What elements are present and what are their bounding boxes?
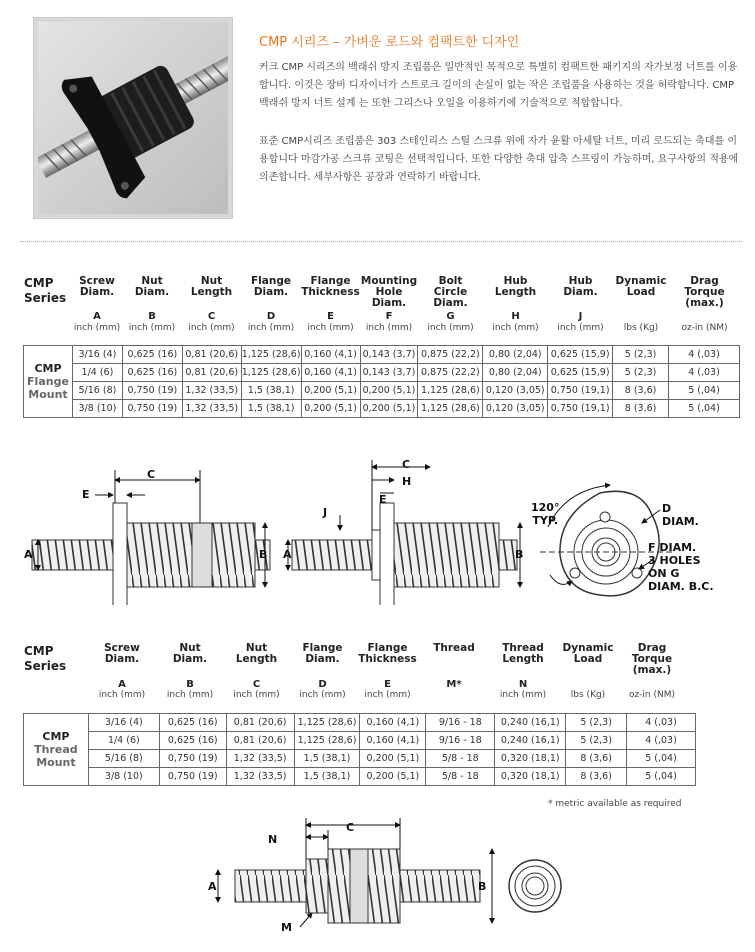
- flange-spec-table: [23, 345, 740, 418]
- column-header-line: (max.): [632, 664, 672, 676]
- table-cell: 9/16 - 18: [426, 714, 495, 732]
- dim-label-a-thread: A: [208, 880, 217, 893]
- thread-mount-drawings: [200, 815, 580, 945]
- table-cell: 5/16 (8): [72, 382, 122, 400]
- table-cell: 1,5 (38,1): [294, 768, 360, 786]
- column-header-line: Dynamic: [562, 642, 614, 654]
- column-header-line: Flange: [310, 275, 351, 287]
- column-unit: inch (mm): [128, 323, 176, 333]
- angle-typ: TYP.: [532, 514, 559, 527]
- table-cell: 3/16 (4): [72, 346, 122, 364]
- table-cell: 4 (,03): [627, 714, 696, 732]
- column-unit: inch (mm): [364, 690, 411, 700]
- mounting-hole-label: [648, 541, 714, 593]
- mounting-hole-line1: F DIAM.: [648, 541, 697, 554]
- thread-side-view: [218, 818, 492, 927]
- row-group-label-line: Flange: [27, 375, 69, 388]
- column-unit: inch (mm): [166, 690, 214, 700]
- column-unit: inch (mm): [98, 690, 146, 700]
- table-cell: 1,125 (28,6): [294, 732, 360, 750]
- table-row: [24, 768, 696, 786]
- column-unit: inch (mm): [427, 323, 474, 333]
- thread-front-view: [509, 860, 561, 912]
- column-header: [355, 643, 420, 665]
- column-unit: oz-in (NM): [681, 323, 728, 333]
- column-unit: inch (mm): [188, 323, 235, 333]
- column-unit: inch (mm): [499, 690, 547, 700]
- dim-label-b-thread: B: [478, 880, 487, 893]
- table-cell: 1,125 (28,6): [418, 382, 483, 400]
- table-cell: 1/4 (6): [88, 732, 159, 750]
- mounting-hole-line3: ON G: [648, 567, 680, 580]
- table-cell: 0,200 (5,1): [301, 400, 360, 418]
- column-header-line: Nut: [141, 275, 163, 287]
- table-cell: 4 (,03): [669, 346, 740, 364]
- table-cell: 0,160 (4,1): [301, 364, 360, 382]
- table-cell: 5/16 (8): [88, 750, 159, 768]
- column-unit: inch (mm): [307, 323, 354, 333]
- column-unit: lbs (Kg): [570, 690, 606, 700]
- dim-label-h: H: [402, 475, 412, 488]
- column-letter: A: [93, 311, 101, 322]
- column-letter: F: [385, 311, 393, 322]
- row-group-label-line: CMP: [42, 730, 70, 743]
- table-cell: 0,320 (18,1): [495, 768, 566, 786]
- column-header-line: Torque: [684, 286, 725, 298]
- dim-label-j: J: [323, 506, 328, 519]
- table-cell: 0,200 (5,1): [360, 400, 418, 418]
- column-header-line: Thickness: [301, 286, 360, 298]
- dim-label-b-hub: B: [515, 548, 524, 561]
- thread-series-label: [24, 644, 66, 674]
- column-header: [241, 276, 301, 298]
- column-header: [157, 643, 223, 665]
- column-header: [122, 276, 182, 298]
- dim-label-n: N: [268, 833, 278, 846]
- table-cell: 5 (2,3): [566, 732, 627, 750]
- column-header-line: (max.): [685, 297, 724, 309]
- column-header: [420, 643, 488, 654]
- column-header-line: Thread: [433, 642, 475, 654]
- table-cell: 1,32 (33,5): [226, 750, 294, 768]
- column-header-line: Nut: [245, 642, 268, 654]
- column-header: [488, 643, 558, 665]
- column-unit: oz-in (NM): [628, 690, 676, 700]
- column-header: [613, 276, 669, 298]
- table-cell: 5/8 - 18: [426, 768, 495, 786]
- dim-label-c: C: [147, 468, 156, 481]
- table-row: [24, 364, 740, 382]
- column-header-line: Diam.: [305, 653, 340, 665]
- angle-label: [531, 501, 559, 527]
- column-header-line: Hub: [568, 275, 593, 287]
- table-cell: 0,200 (5,1): [360, 768, 426, 786]
- column-header-line: Flange: [251, 275, 291, 287]
- column-header-line: Bolt: [438, 275, 463, 287]
- column-header-line: Hole: [375, 286, 403, 298]
- table-cell: 0,625 (15,9): [548, 364, 613, 382]
- table-cell: 5 (,04): [627, 768, 696, 786]
- table-cell: 0,160 (4,1): [301, 346, 360, 364]
- table-cell: 5 (2,3): [613, 346, 669, 364]
- thread-series-line2: Series: [24, 659, 67, 673]
- table-cell: 1,125 (28,6): [294, 714, 360, 732]
- table-cell: 1,32 (33,5): [182, 400, 241, 418]
- column-letter: B: [186, 679, 194, 690]
- column-header: [72, 276, 122, 298]
- dim-label-c-hub: C: [402, 458, 411, 471]
- metric-footnote: * metric available as required: [548, 799, 682, 809]
- table-cell: 1,125 (28,6): [241, 364, 301, 382]
- table-row: [24, 382, 740, 400]
- column-unit: inch (mm): [247, 323, 295, 333]
- table-cell: 1/4 (6): [72, 364, 122, 382]
- mounting-hole-line4: DIAM. B.C.: [648, 580, 714, 593]
- column-header: [548, 276, 613, 298]
- table-cell: 5 (2,3): [566, 714, 627, 732]
- column-header-line: Dynamic: [615, 275, 667, 287]
- table-cell: 1,32 (33,5): [226, 768, 294, 786]
- page-title: CMP 시리즈 – 가벼운 로드와 컴팩트한 디자인: [259, 35, 520, 50]
- column-header: [223, 643, 290, 665]
- row-group-label: [24, 346, 73, 418]
- table-row: [24, 346, 740, 364]
- table-row: [24, 750, 696, 768]
- flange-mount-drawings: [20, 455, 745, 605]
- table-cell: 0,625 (16): [122, 364, 182, 382]
- dim-label-e: E: [82, 488, 90, 501]
- column-unit: inch (mm): [233, 690, 280, 700]
- table-cell: 0,81 (20,6): [226, 714, 294, 732]
- table-cell: 3/8 (10): [88, 768, 159, 786]
- table-row: [24, 400, 740, 418]
- column-letter: C: [207, 311, 216, 322]
- table-cell: 0,80 (2,04): [483, 346, 548, 364]
- table-cell: 0,750 (19,1): [548, 382, 613, 400]
- column-unit: inch (mm): [73, 323, 121, 333]
- column-header: [87, 643, 157, 665]
- table-row: [24, 732, 696, 750]
- column-header-line: Diam.: [253, 286, 289, 298]
- table-cell: 1,5 (38,1): [241, 382, 301, 400]
- column-header-line: Diam.: [433, 297, 468, 309]
- column-letter: N: [518, 679, 528, 690]
- dim-label-b: B: [259, 548, 268, 561]
- row-group-label-line: Mount: [28, 388, 68, 401]
- intro-paragraph: 커크 CMP 시리즈의 백래쉬 방지 조립품은 일반적인 목적으로 특별히 컴팩트한 패키지의 자가보정 너트를 이용합니다. 이것은 장비 디자이너가 스트로크 길이의 손실이 없는 작은 조립품을 사용하는 것을 허락합니다. CMP 백래쉬 방지 너트 설계 는 또한 그리스나 오일을 이용하기에 기술적으로 적합합니다.: [259, 62, 738, 109]
- table-cell: 8 (3,6): [566, 750, 627, 768]
- table-cell: 3/8 (10): [72, 400, 122, 418]
- dim-label-c-thread: C: [346, 821, 355, 834]
- column-header-line: Nut: [200, 275, 223, 287]
- table-cell: 0,240 (16,1): [495, 732, 566, 750]
- column-letter: E: [327, 311, 334, 322]
- thread-series-line1: CMP: [24, 644, 54, 658]
- detail-paragraph: 표준 CMP시리즈 조립품은 303 스테인리스 스틸 스크류 위에 자가 윤활 아세탈 너트, 미리 로드되는 축대를 이용합니다 마감가공 스크류 코팅은 선택적입니다. 또한 다양한 축대 압축 스프링이 가능하며, 요구사항의 적용에 의존합니다. 세부사항은 공장과 연락하기 바랍니다.: [259, 136, 739, 183]
- column-unit: inch (mm): [299, 690, 346, 700]
- flange-side-view: [32, 470, 270, 605]
- table-cell: 0,143 (3,7): [360, 346, 418, 364]
- column-header-line: Diam.: [134, 286, 170, 298]
- column-header-line: Circle: [433, 286, 468, 298]
- table-cell: 5 (,04): [627, 750, 696, 768]
- table-cell: 0,750 (19): [159, 750, 226, 768]
- row-group-label-line: Mount: [36, 756, 76, 769]
- column-letter: E: [384, 679, 391, 690]
- column-letter: M*: [446, 679, 462, 690]
- table-cell: 5/8 - 18: [426, 750, 495, 768]
- column-letter: H: [511, 311, 520, 322]
- table-cell: 9/16 - 18: [426, 732, 495, 750]
- column-header-line: Hub: [503, 275, 528, 287]
- table-cell: 0,200 (5,1): [360, 750, 426, 768]
- table-cell: 0,750 (19): [122, 382, 182, 400]
- table-cell: 0,875 (22,2): [418, 364, 483, 382]
- table-cell: 0,160 (4,1): [360, 732, 426, 750]
- series-label-line2: Series: [24, 291, 67, 305]
- column-unit: inch (mm): [492, 323, 539, 333]
- table-cell: 1,5 (38,1): [241, 400, 301, 418]
- table-cell: 0,750 (19): [122, 400, 182, 418]
- row-group-label-line: CMP: [34, 362, 62, 375]
- table-cell: 0,320 (18,1): [495, 750, 566, 768]
- column-unit: lbs (Kg): [623, 323, 659, 333]
- table-cell: 1,32 (33,5): [182, 382, 241, 400]
- table-cell: 0,160 (4,1): [360, 714, 426, 732]
- table-cell: 5 (2,3): [613, 364, 669, 382]
- table-cell: 1,125 (28,6): [418, 400, 483, 418]
- column-header: [182, 276, 241, 298]
- table-cell: 0,750 (19): [159, 768, 226, 786]
- table-cell: 0,143 (3,7): [360, 364, 418, 382]
- column-header-line: Flange: [302, 642, 343, 654]
- table-cell: 0,240 (16,1): [495, 714, 566, 732]
- column-header-line: Load: [626, 286, 656, 298]
- thread-spec-table: [23, 713, 696, 786]
- flange-diam-label: [662, 502, 699, 528]
- table-cell: 0,120 (3,05): [483, 382, 548, 400]
- column-header-line: Length: [502, 653, 544, 665]
- mounting-hole-line2: 3 HOLES: [648, 554, 701, 567]
- flange-diam-letter: D: [662, 502, 672, 515]
- column-header-line: Diam.: [104, 653, 140, 665]
- column-header-line: Screw: [104, 642, 140, 654]
- column-unit: inch (mm): [557, 323, 604, 333]
- table-cell: 8 (3,6): [566, 768, 627, 786]
- column-letter: D: [318, 679, 327, 690]
- row-group-label: [24, 714, 89, 786]
- column-letter: A: [118, 679, 126, 690]
- table-cell: 0,81 (20,6): [226, 732, 294, 750]
- angle-value: 120°: [531, 501, 560, 514]
- column-letter: B: [148, 311, 156, 322]
- table-cell: 0,750 (19,1): [548, 400, 613, 418]
- table-cell: 0,120 (3,05): [483, 400, 548, 418]
- table-cell: 1,5 (38,1): [294, 750, 360, 768]
- column-header-line: Length: [494, 286, 537, 298]
- column-header-line: Drag: [690, 275, 719, 287]
- column-header-line: Length: [190, 286, 233, 298]
- table-cell: 0,80 (2,04): [483, 364, 548, 382]
- column-header-line: Nut: [179, 642, 201, 654]
- column-letter: D: [266, 311, 276, 322]
- dim-label-e-hub: E: [379, 493, 387, 506]
- column-header-line: Diam.: [371, 297, 407, 309]
- table-cell: 0,200 (5,1): [301, 382, 360, 400]
- column-letter: G: [446, 311, 455, 322]
- column-header: [669, 276, 740, 309]
- section-divider: [20, 241, 742, 242]
- column-header: [301, 276, 360, 298]
- column-letter: C: [252, 679, 261, 690]
- table-cell: 5 (,04): [669, 400, 740, 418]
- column-header-line: Length: [235, 653, 278, 665]
- table-cell: 0,625 (15,9): [548, 346, 613, 364]
- table-cell: 4 (,03): [669, 364, 740, 382]
- column-header-line: Drag: [637, 642, 667, 654]
- column-header: [418, 276, 483, 309]
- column-header-line: Diam.: [172, 653, 208, 665]
- table-cell: 0,625 (16): [159, 714, 226, 732]
- product-photo: [33, 17, 233, 219]
- table-cell: 0,200 (5,1): [360, 382, 418, 400]
- column-header: [558, 643, 618, 665]
- column-header: [483, 276, 548, 298]
- column-header-line: Screw: [79, 275, 115, 287]
- column-unit: inch (mm): [365, 323, 413, 333]
- row-group-label-line: Thread: [34, 743, 78, 756]
- column-header-line: Diam.: [563, 286, 598, 298]
- table-cell: 1,125 (28,6): [241, 346, 301, 364]
- table-cell: 0,625 (16): [159, 732, 226, 750]
- dim-label-a-hub: A: [283, 548, 292, 561]
- column-header-line: Torque: [631, 653, 673, 665]
- table-cell: 4 (,03): [627, 732, 696, 750]
- table-cell: 8 (3,6): [613, 400, 669, 418]
- table-cell: 3/16 (4): [88, 714, 159, 732]
- column-header-line: Thickness: [358, 653, 417, 665]
- anti-backlash-nut-image: [38, 22, 228, 214]
- flange-series-label: [24, 276, 66, 306]
- table-row: [24, 714, 696, 732]
- column-header: [618, 643, 686, 676]
- column-header-line: Mounting: [360, 275, 418, 287]
- column-header-line: Diam.: [79, 286, 115, 298]
- flange-diam-text: DIAM.: [662, 515, 699, 528]
- series-label-line1: CMP: [24, 276, 54, 290]
- column-header: [290, 643, 355, 665]
- column-header-line: Thread: [502, 642, 544, 654]
- dim-label-a: A: [24, 548, 33, 561]
- column-letter: J: [578, 311, 583, 322]
- table-cell: 0,625 (16): [122, 346, 182, 364]
- dim-label-m: M: [281, 921, 292, 934]
- column-header: [360, 276, 418, 309]
- table-cell: 8 (3,6): [613, 382, 669, 400]
- table-cell: 0,875 (22,2): [418, 346, 483, 364]
- column-header-line: Load: [573, 653, 603, 665]
- column-header-line: Flange: [367, 642, 408, 654]
- table-cell: 0,81 (20,6): [182, 346, 241, 364]
- table-cell: 0,81 (20,6): [182, 364, 241, 382]
- table-cell: 5 (,04): [669, 382, 740, 400]
